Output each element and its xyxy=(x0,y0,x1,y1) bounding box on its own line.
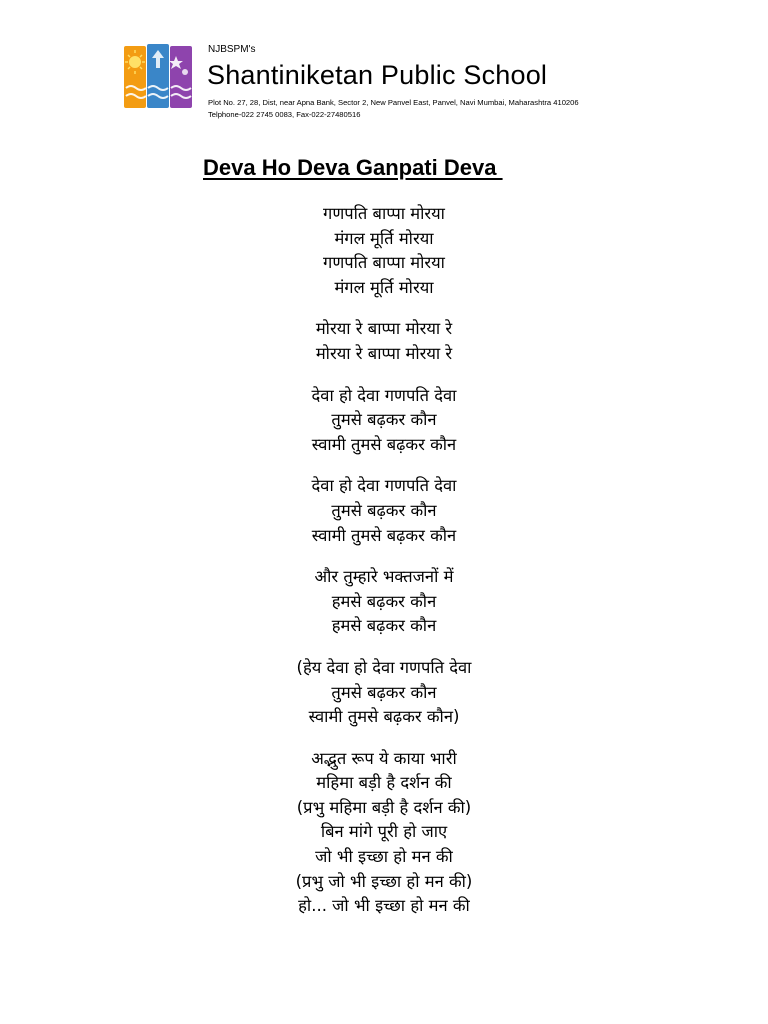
lyric-line: हमसे बढ़कर कौन xyxy=(331,591,437,611)
school-name: Shantiniketan Public School xyxy=(207,60,548,90)
song-title: Deva Ho Deva Ganpati Deva xyxy=(203,155,503,180)
lyric-line: (प्रभु महिमा बड़ी है दर्शन की) xyxy=(296,797,472,817)
lyric-line: (हेय देवा हो देवा गणपति देवा xyxy=(296,657,472,677)
stanza xyxy=(0,747,768,919)
lyric-line: मोरया रे बाप्पा मोरया रे xyxy=(315,319,453,339)
lyric-line: स्वामी तुमसे बढ़कर कौन xyxy=(311,525,457,545)
lyric-line: गणपति बाप्पा मोरया xyxy=(323,204,445,223)
stanza xyxy=(0,656,768,730)
lyric-line: तुमसे बढ़कर कौन xyxy=(331,500,437,520)
lyric-line: मोरया रे बाप्पा मोरया रे xyxy=(315,343,453,363)
lyric-line: महिमा बड़ी है दर्शन की xyxy=(316,773,452,793)
organization-name: NJBSPM's xyxy=(208,44,256,55)
lyric-line: स्वामी तुमसे बढ़कर कौन xyxy=(311,434,457,454)
stanza xyxy=(0,202,768,300)
stanza xyxy=(0,565,768,639)
lyric-line: जो भी इच्छा हो मन की xyxy=(315,847,453,867)
school-address: Plot No. 27, 28, Dist, near Apna Bank, Sector 2, New Panvel East, Panvel, Navi Mumbai, Maharashtra 410206 xyxy=(208,98,579,107)
lyric-line: देवा हो देवा गणपति देवा xyxy=(311,385,457,405)
lyric-line: गणपति बाप्पा मोरया xyxy=(323,253,445,273)
lyric-line: देवा हो देवा गणपति देवा xyxy=(311,476,457,496)
lyric-line: तुमसे बढ़कर कौन xyxy=(331,682,437,702)
lyric-line: तुमसे बढ़कर कौन xyxy=(331,410,437,430)
stanza xyxy=(0,474,768,548)
stanza xyxy=(0,384,768,458)
stanza xyxy=(0,317,768,366)
lyric-line: अद्भुत रूप ये काया भारी xyxy=(311,748,457,768)
lyric-line: और तुम्हारे भक्तजनों में xyxy=(314,567,454,587)
school-phone: Telphone-022 2745 0083, Fax-022-27480516 xyxy=(208,110,361,119)
lyric-line: (प्रभु जो भी इच्छा हो मन की) xyxy=(295,871,473,891)
lyric-line: मंगल मूर्ति मोरया xyxy=(334,277,434,297)
lyric-line: हो... जो भी इच्छा हो मन की xyxy=(298,896,470,916)
school-logo xyxy=(124,44,192,110)
lyric-line: हमसे बढ़कर कौन xyxy=(331,616,437,636)
lyrics xyxy=(0,202,768,936)
lyric-line: बिन मांगे पूरी हो जाए xyxy=(320,822,448,842)
lyric-line: मंगल मूर्ति मोरया xyxy=(334,228,434,248)
lyric-line: स्वामी तुमसे बढ़कर कौन) xyxy=(308,707,460,727)
